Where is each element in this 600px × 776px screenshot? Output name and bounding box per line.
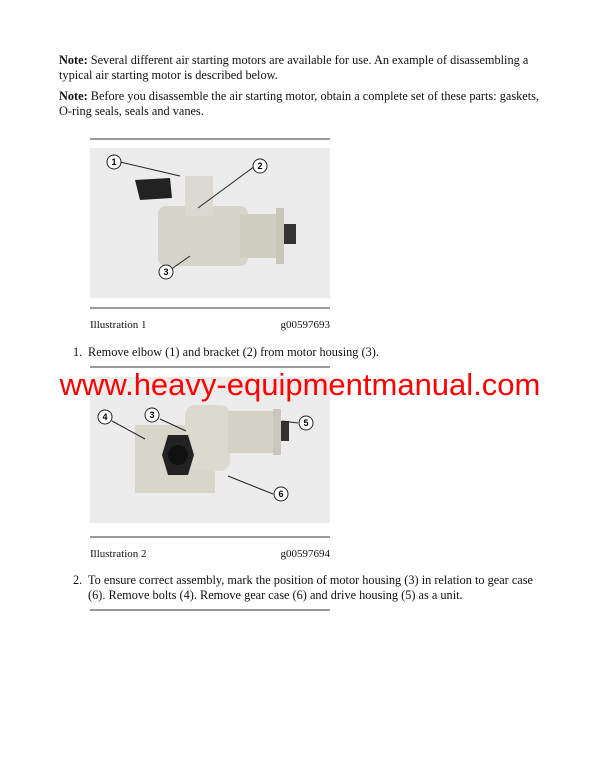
graphic-id: g00597693	[280, 319, 330, 331]
note-text: Several different air starting motors are available for use. An example of disassembling a typical air starting motor is described below.	[59, 53, 529, 82]
callout-6: 6	[278, 489, 284, 499]
note-1	[59, 53, 539, 83]
divider	[90, 609, 330, 611]
callout-4: 4	[102, 412, 108, 422]
caption-label: Illustration 2	[90, 548, 147, 560]
callout-3: 3	[149, 410, 155, 420]
step-text: To ensure correct assembly, mark the position of motor housing (3) in relation to gear case (6). Remove bolts (4). Remove gear case (6) and drive housing (5) as a unit.	[88, 573, 533, 602]
note-text: Before you disassemble the air starting motor, obtain a complete set of these parts: gaskets, O-ring seals, seals and vanes.	[59, 89, 539, 118]
callout-1: 1	[111, 157, 117, 167]
step-number: 1.	[73, 345, 83, 359]
step-number: 2.	[73, 573, 83, 587]
callout-3: 3	[163, 267, 169, 277]
graphic-id: g00597694	[280, 548, 330, 560]
note-2	[59, 89, 539, 119]
step-2	[73, 573, 553, 603]
note-label: Note:	[59, 89, 88, 103]
illustration-2-caption	[90, 548, 330, 560]
divider	[90, 307, 330, 309]
illustration-1-caption	[90, 319, 330, 331]
watermark-link[interactable]: www.heavy-equipmentmanual.com	[59, 367, 541, 402]
caption-label: Illustration 1	[90, 319, 147, 331]
callout-5: 5	[303, 418, 309, 428]
divider	[90, 536, 330, 538]
callout-2: 2	[257, 161, 263, 171]
divider	[90, 138, 330, 140]
step-1	[73, 345, 553, 360]
illustration-1-image	[90, 148, 330, 298]
note-label: Note:	[59, 53, 88, 67]
step-text: Remove elbow (1) and bracket (2) from motor housing (3).	[88, 345, 379, 359]
